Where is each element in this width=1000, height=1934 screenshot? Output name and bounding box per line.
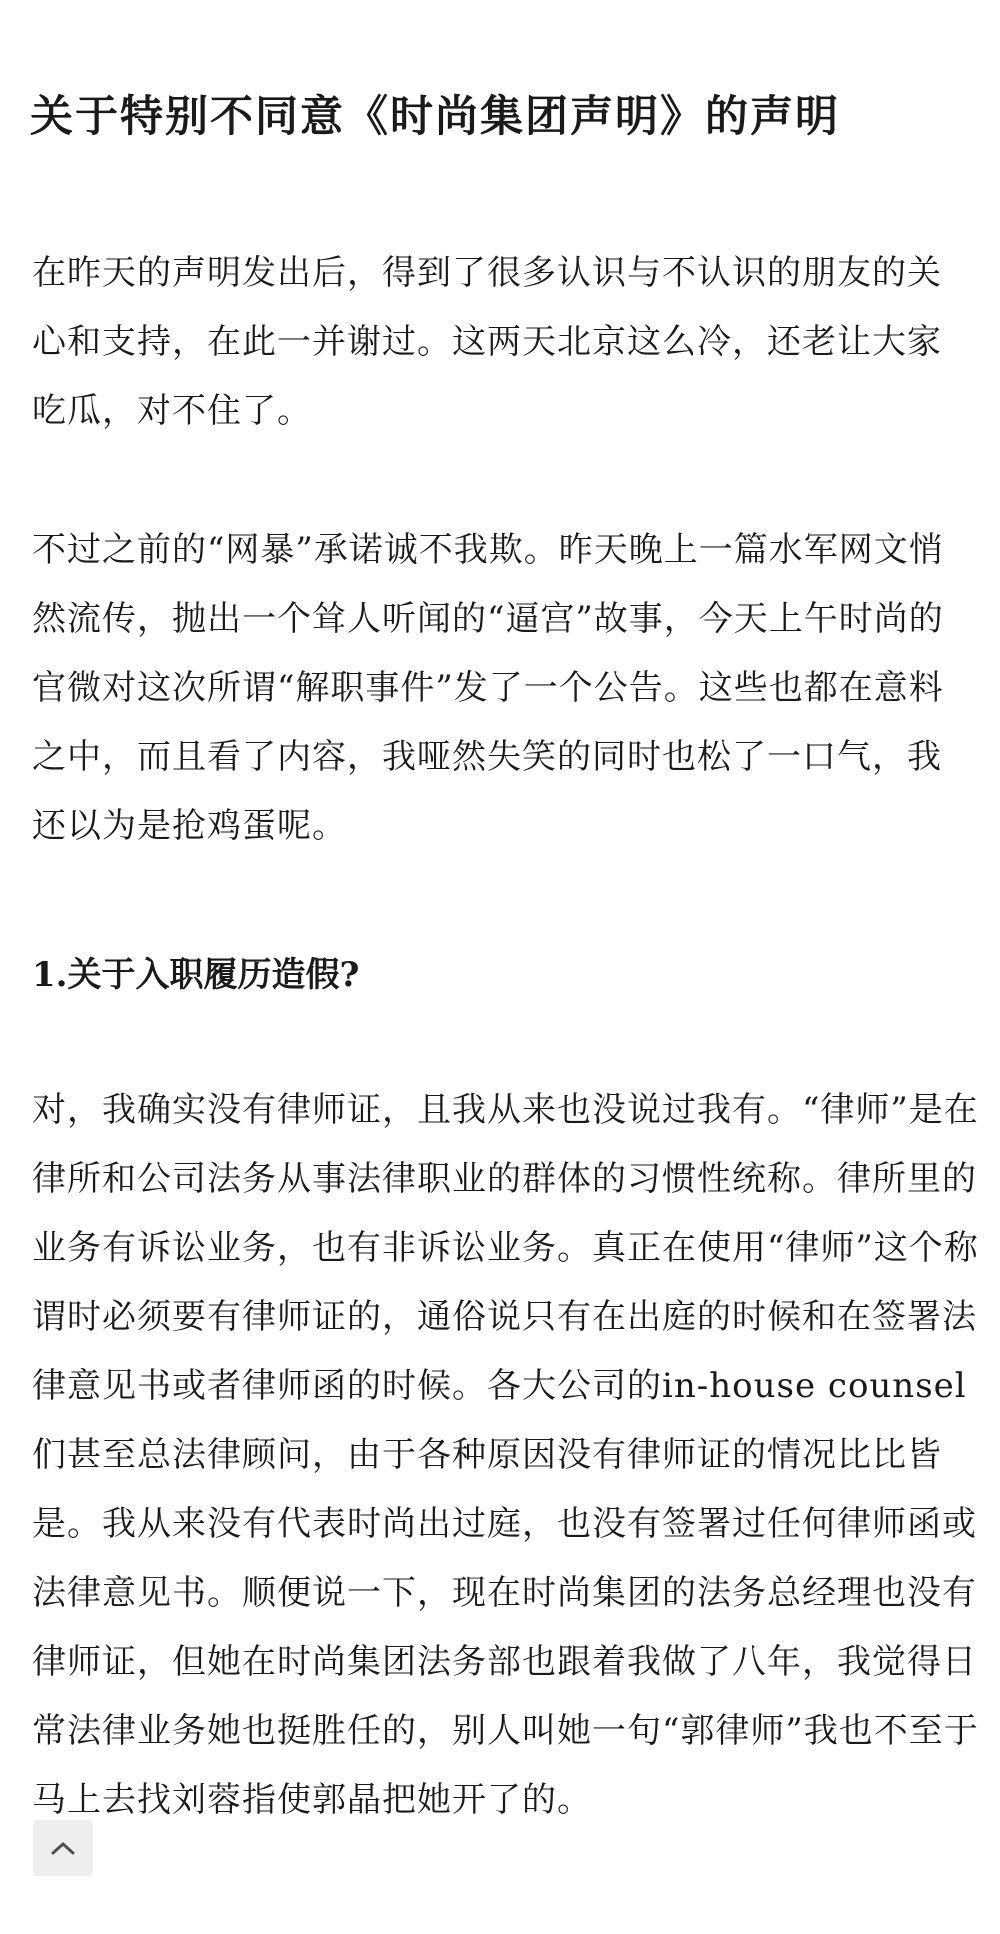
article-paragraph-2: 不过之前的“网暴”承诺诚不我欺。昨天晚上一篇水军网文悄然流传，抛出一个耸人听闻的“逼宫”故事，今天上午时尚的官微对这次所谓“解职事件”发了一个公告。这些也都在意料之中，而且看了内容，我哑然失笑的同时也松了一口气，我还以为是抢鸡蛋呢。 bbox=[32, 530, 944, 846]
scroll-to-top-button[interactable] bbox=[33, 1820, 93, 1876]
chevron-up-icon bbox=[50, 1840, 76, 1856]
article-paragraph-3: 对，我确实没有律师证，且我从来也没说过我有。“律师”是在律所和公司法务从事法律职业的群体的习惯性统称。律所里的业务有诉讼业务，也有非诉讼业务。真正在使用“律师”这个称谓时必须要有律师证的，通俗说只有在出庭的时候和在签署法律意见书或者律师函的时候。各大公司的in-house counsel们甚至总法律顾问，由于各种原因没有律师证的情况比比皆是。我从来没有代表时尚出过庭，也没有签署过任何律师函或法律意见书。顺便说一下，现在时尚集团的法务总经理也没有律师证，但她在时尚集团法务部也跟着我做了八年，我觉得日常法律业务她也挺胜任的，别人叫她一句“郭律师”我也不至于马上去找刘蓉指使郭晶把她开了的。 bbox=[32, 1090, 979, 1820]
article-paragraph-1: 在昨天的声明发出后，得到了很多认识与不认识的朋友的关心和支持，在此一并谢过。这两天北京这么冷，还老让大家吃瓜，对不住了。 bbox=[32, 253, 942, 431]
article-title: 关于特别不同意《时尚集团声明》的声明 bbox=[30, 92, 840, 142]
section-heading-1: 1.关于入职履历造假? bbox=[32, 955, 360, 995]
